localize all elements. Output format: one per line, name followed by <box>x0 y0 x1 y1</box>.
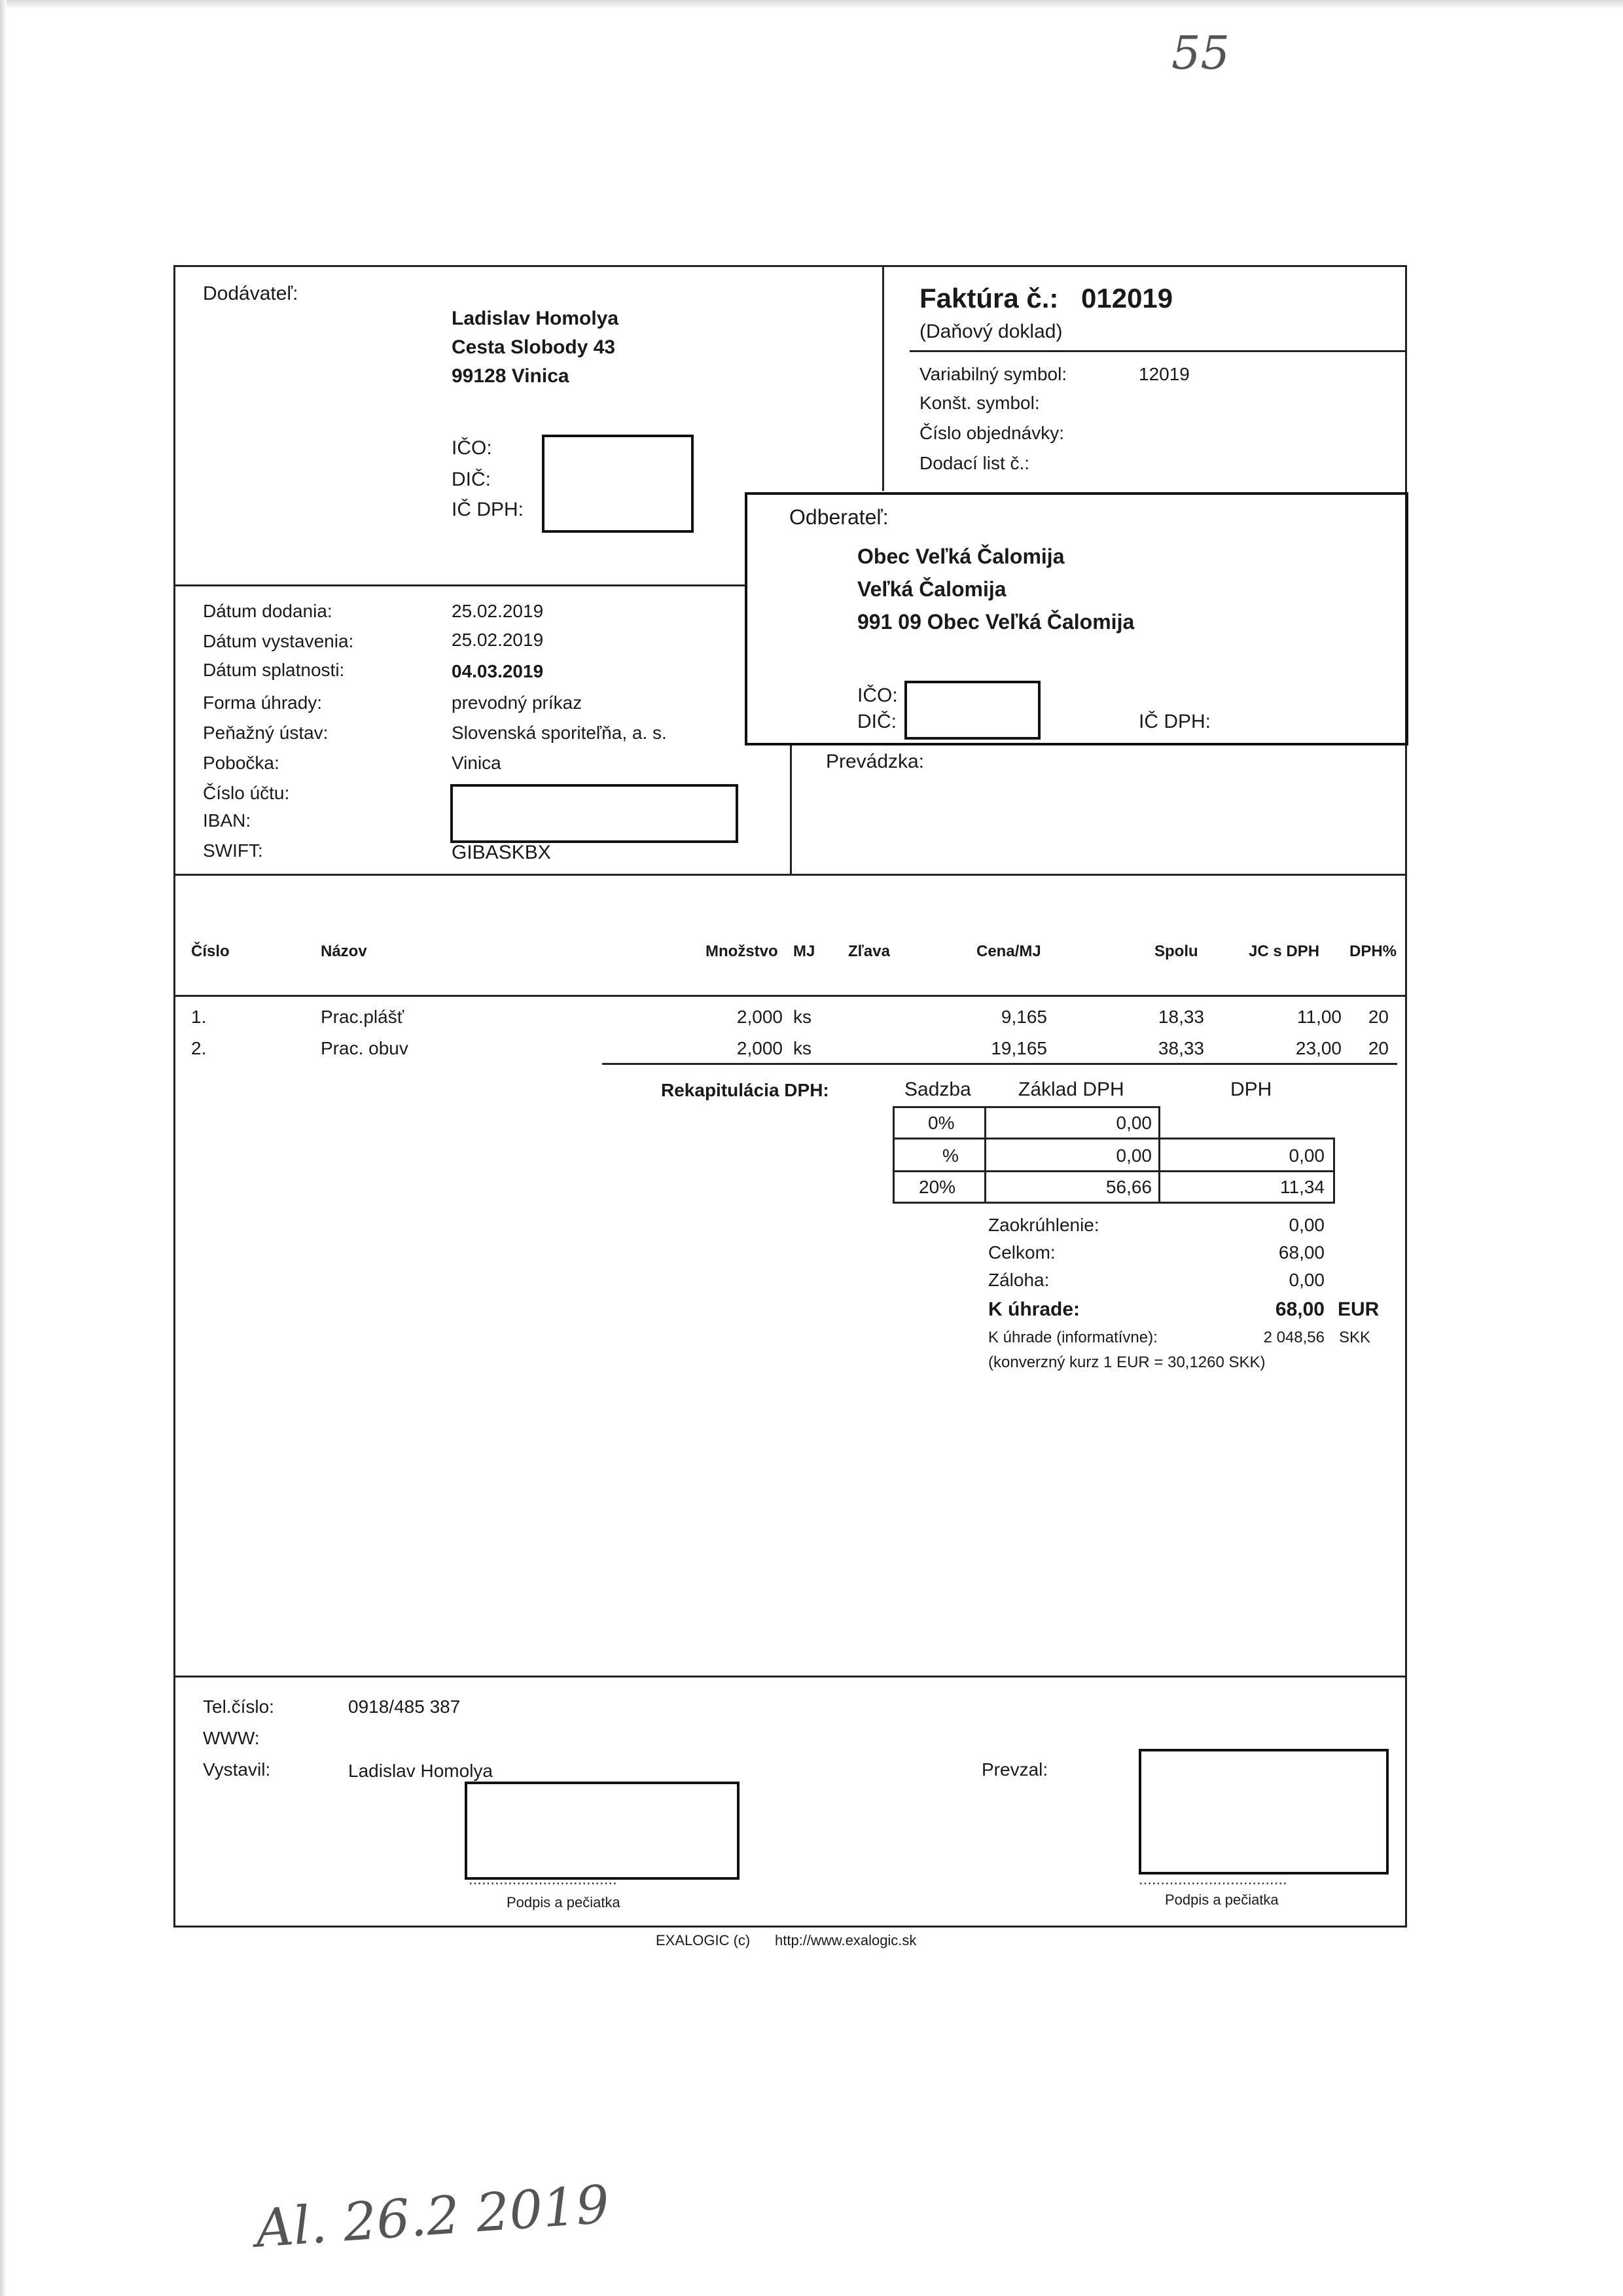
info-amount-currency: SKK <box>1339 1329 1371 1346</box>
var-symbol-value: 12019 <box>1139 364 1190 384</box>
item-1-unit: ks <box>793 1007 812 1027</box>
item-2-unit: ks <box>793 1038 812 1058</box>
var-symbol-label: Variabilný symbol: <box>919 364 1067 384</box>
payment-method-value: prevodný príkaz <box>452 692 582 713</box>
vat-table-line <box>893 1170 1335 1172</box>
vat-table-line <box>1333 1138 1335 1203</box>
signature-dots-right: .................................. <box>1139 1871 1287 1888</box>
vat-row-1-rate: 0% <box>928 1113 955 1133</box>
invoice-number: 012019 <box>1081 283 1173 314</box>
conversion-rate-note: (konverzný kurz 1 EUR = 30,1260 SKK) <box>988 1354 1266 1371</box>
invoice-title: Faktúra č.: <box>919 283 1059 314</box>
date-due-label: Dátum splatnosti: <box>203 660 345 680</box>
branch-label: Pobočka: <box>203 753 279 773</box>
swift-value: GIBASKBX <box>452 842 551 863</box>
vat-row-3-vat: 11,34 <box>1280 1177 1325 1197</box>
date-issue-label: Dátum vystavenia: <box>203 631 354 651</box>
item-2-number: 2. <box>191 1038 207 1058</box>
col-header-vat-percent: DPH% <box>1349 942 1397 960</box>
customer-line2: Veľká Čalomija <box>857 577 1007 601</box>
redaction-box-issuer-signature <box>465 1782 740 1880</box>
col-header-name: Názov <box>321 942 367 960</box>
item-1-unit-price: 9,165 <box>1001 1007 1047 1027</box>
vat-table-line <box>893 1106 1160 1108</box>
col-header-unit: MJ <box>793 942 815 960</box>
signature-left-label: Podpis a pečiatka <box>507 1894 620 1910</box>
bank-value: Slovenská sporiteľňa, a. s. <box>452 723 667 743</box>
handwritten-mark-top: 55 <box>1171 26 1230 80</box>
vat-table-line <box>984 1106 986 1203</box>
issued-by-value: Ladislav Homolya <box>348 1761 493 1781</box>
info-amount-label: K úhrade (informatívne): <box>988 1329 1158 1346</box>
items-header-line <box>173 995 1407 997</box>
const-symbol-label: Konšt. symbol: <box>919 393 1040 413</box>
date-issue-value: 25.02.2019 <box>452 630 544 650</box>
frame-top-line <box>173 265 1407 267</box>
software-credit: EXALOGIC (c) <box>656 1932 751 1948</box>
branch-value: Vinica <box>452 753 501 773</box>
item-2-name: Prac. obuv <box>321 1038 408 1058</box>
customer-line3: 991 09 Obec Veľká Čalomija <box>857 610 1135 634</box>
item-1-vat-percent: 20 <box>1368 1007 1389 1027</box>
customer-dic-label: DIČ: <box>857 711 897 732</box>
frame-bottom-line <box>173 1926 1407 1928</box>
payment-method-label: Forma úhrady: <box>203 692 323 713</box>
item-2-unit-price: 19,165 <box>991 1038 1047 1058</box>
vat-rate-label: Sadzba <box>904 1079 971 1100</box>
swift-label: SWIFT: <box>203 840 263 861</box>
supplier-street: Cesta Slobody 43 <box>452 336 616 358</box>
vat-amount-label: DPH <box>1230 1079 1272 1100</box>
customer-heading: Odberateľ: <box>789 505 889 529</box>
item-2-vat-percent: 20 <box>1368 1038 1389 1058</box>
col-header-price-with-vat: JC s DPH <box>1249 942 1320 960</box>
item-1-name: Prac.plášť <box>321 1007 404 1027</box>
item-2-total: 38,33 <box>1158 1038 1204 1058</box>
amount-due-value: 68,00 <box>1275 1299 1325 1320</box>
vat-table-line <box>893 1106 895 1203</box>
vat-recap-title: Rekapitulácia DPH: <box>661 1080 829 1100</box>
order-number-label: Číslo objednávky: <box>919 423 1065 443</box>
supplier-name: Ladislav Homolya <box>452 308 619 329</box>
vat-row-1-base: 0,00 <box>1116 1113 1152 1133</box>
frame-left-line <box>173 265 175 1928</box>
vat-base-label: Základ DPH <box>1018 1079 1124 1100</box>
signature-right-label: Podpis a pečiatka <box>1165 1892 1279 1908</box>
date-delivery-value: 25.02.2019 <box>452 601 544 621</box>
invoice-subtitle: (Daňový doklad) <box>919 321 1063 342</box>
dates-divider <box>790 743 792 876</box>
items-top-line <box>173 874 1407 876</box>
vat-row-2-base: 0,00 <box>1116 1145 1152 1166</box>
header-divider <box>882 265 884 491</box>
amount-due-label: K úhrade: <box>988 1299 1080 1320</box>
account-number-label: Číslo účtu: <box>203 783 290 803</box>
item-2-quantity: 2,000 <box>736 1038 783 1058</box>
received-by-label: Prevzal: <box>982 1759 1048 1780</box>
redaction-box-supplier-ids <box>542 435 694 533</box>
vat-table-line <box>893 1202 1335 1204</box>
software-url[interactable]: http://www.exalogic.sk <box>775 1932 917 1948</box>
item-1-number: 1. <box>191 1007 207 1027</box>
bank-label: Peňažný ústav: <box>203 723 329 743</box>
vat-row-3-rate: 20% <box>919 1177 956 1197</box>
vat-row-2-vat: 0,00 <box>1289 1145 1325 1166</box>
col-header-total: Spolu <box>1154 942 1198 960</box>
items-bottom-line <box>602 1063 1397 1065</box>
supplier-ico-label: IČO: <box>452 437 492 459</box>
advance-label: Záloha: <box>988 1270 1050 1290</box>
supplier-dic-label: DIČ: <box>452 469 491 490</box>
iban-label: IBAN: <box>203 810 251 831</box>
supplier-icdph-label: IČ DPH: <box>452 499 524 520</box>
supplier-bottom-line <box>173 584 746 586</box>
vat-table-line <box>1158 1106 1160 1203</box>
date-delivery-label: Dátum dodania: <box>203 601 332 621</box>
customer-ico-label: IČO: <box>857 685 898 706</box>
total-value: 68,00 <box>1278 1242 1325 1263</box>
signature-dots-left: .................................. <box>469 1871 617 1888</box>
info-amount-value: 2 048,56 <box>1263 1329 1325 1346</box>
col-header-unit-price: Cena/MJ <box>976 942 1041 960</box>
www-label: WWW: <box>203 1728 260 1748</box>
customer-name: Obec Veľká Čalomija <box>857 545 1065 568</box>
col-header-number: Číslo <box>191 942 230 960</box>
phone-value: 0918/485 387 <box>348 1696 461 1717</box>
delivery-note-label: Dodací list č.: <box>919 453 1030 473</box>
advance-value: 0,00 <box>1289 1270 1325 1290</box>
scan-edge-left <box>0 0 7 2296</box>
redaction-box-customer-ids <box>904 681 1041 740</box>
item-1-price-with-vat: 11,00 <box>1297 1007 1342 1027</box>
vat-table-line <box>893 1138 1335 1139</box>
invoice-title-underline <box>910 350 1407 352</box>
phone-label: Tel.číslo: <box>203 1696 274 1717</box>
footer-top-line <box>173 1676 1407 1677</box>
col-header-quantity: Množstvo <box>705 942 778 960</box>
supplier-heading: Dodávateľ: <box>203 283 298 304</box>
date-due-value: 04.03.2019 <box>452 661 544 681</box>
redaction-box-account <box>450 784 738 843</box>
rounding-label: Zaokrúhlenie: <box>988 1215 1099 1235</box>
issued-by-label: Vystavil: <box>203 1759 271 1780</box>
item-1-total: 18,33 <box>1158 1007 1204 1027</box>
redaction-box-receiver-signature <box>1139 1749 1389 1874</box>
handwritten-date-note: Al. 26.2 2019 <box>253 2174 611 2259</box>
item-2-price-with-vat: 23,00 <box>1295 1038 1342 1058</box>
scan-edge-top <box>0 0 1623 9</box>
col-header-discount: Zľava <box>848 942 890 960</box>
supplier-city: 99128 Vinica <box>452 365 569 387</box>
rounding-value: 0,00 <box>1289 1215 1325 1235</box>
item-1-quantity: 2,000 <box>736 1007 783 1027</box>
vat-row-2-rate: % <box>942 1145 959 1166</box>
premises-label: Prevádzka: <box>826 751 925 772</box>
customer-icdph-label: IČ DPH: <box>1139 711 1211 732</box>
amount-due-currency: EUR <box>1338 1299 1380 1320</box>
total-label: Celkom: <box>988 1242 1056 1263</box>
vat-row-3-base: 56,66 <box>1105 1177 1152 1197</box>
